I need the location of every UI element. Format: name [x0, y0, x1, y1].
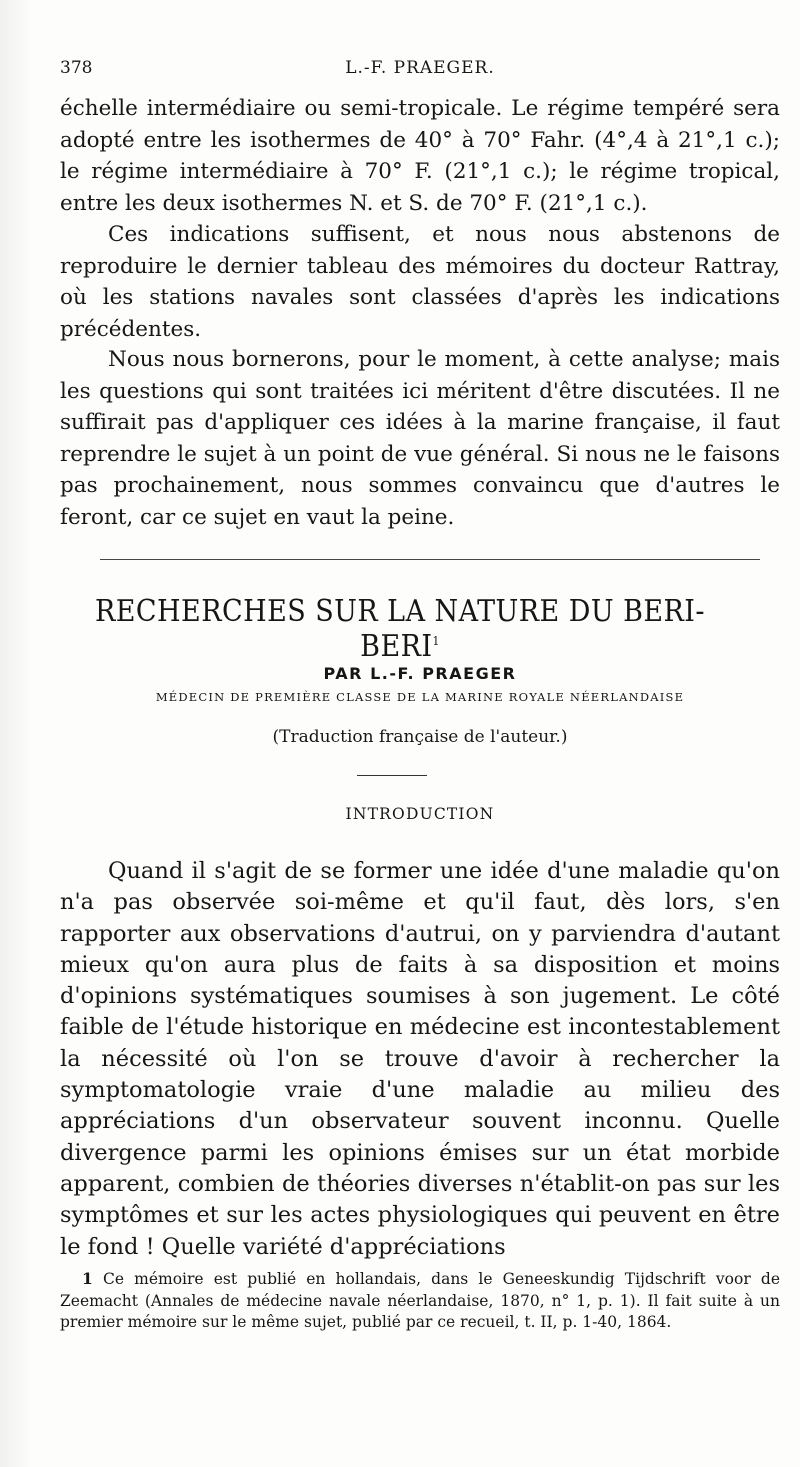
previous-article-paragraph-2: Ces indications suffisent, et nous nous abstenons de reproduire le dernier tableau des mémoires du docteur Rattray, où les stations navales sont classées d'après les indications précédentes.: [60, 222, 780, 342]
title-footnote-mark: 1: [432, 634, 440, 648]
previous-article-paragraph-1: échelle intermédiaire ou semi-tropicale. Le régime tempéré sera adopté entre les isothermes de 40° à 70° Fahr. (4°,4 à 21°,1 c.); le régime intermédiaire à 70° F. (21°,1 c.); le régime tropical, entre les deux isothermes N. et S. de 70° F. (21°,1 c.).: [60, 96, 780, 216]
translation-note: (Traduction française de l'auteur.): [272, 727, 568, 747]
author-affiliation: MÉDECIN DE PREMIÈRE CLASSE DE LA MARINE ROYALE NÉERLANDAISE: [155, 690, 685, 704]
footnote-mark: 1: [82, 1269, 93, 1288]
introduction-paragraph: Quand il s'agit de se former une idée d'une maladie qu'on n'a pas observée soi-même et qu'il faut, dès lors, s'en rapporter aux observations d'autrui, on y parviendra d'autant mieux qu'on aura plus de faits à sa disposition et moins d'opinions systématiques soumises à son jugement. Le côté faible de l'étude historique en médecine est incontestablement la nécessité où l'on se trouve d'avoir à rechercher la symptomatologie vraie d'une maladie au milieu des appréciations d'un observateur souvent inconnu. Quelle divergence parmi les opinions émises sur un état morbide apparent, combien de théories diverses n'établit-on pas sur les symptômes et sur les actes physiologiques qui peuvent en être le fond ! Quelle variété d'appréciations: [60, 858, 780, 1260]
running-title: L.-F. PRAEGER.: [345, 58, 495, 78]
running-head: [60, 58, 780, 86]
article-title: [76, 594, 724, 664]
article-separator: [100, 559, 760, 560]
page-number: 378: [60, 58, 93, 78]
footnote-text: Ce mémoire est publié en hollandais, dans le Geneeskundig Tijdschrift voor de Zeemacht (Annales de médecine navale néerlandaise, 1870, n° 1, p. 1). Il fait suite à un premier mémoire sur le même sujet, publié par ce recueil, t. II, p. 1-40, 1864.: [60, 1270, 780, 1331]
footnote: [60, 1268, 780, 1334]
previous-article-paragraph-3: Nous nous bornerons, pour le moment, à cette analyse; mais les questions qui sont traitées ici méritent d'être discutées. Il ne suffirait pas d'appliquer ces idées à la marine française, il faut reprendre le sujet à un point de vue général. Si nous ne le faisons pas prochainement, nous sommes convaincu que d'autres le feront, car ce sujet en vaut la peine.: [60, 347, 780, 530]
binding-shadow: [0, 0, 32, 1467]
short-rule: [357, 775, 427, 776]
article-title-text: RECHERCHES SUR LA NATURE DU BERI-BERI: [94, 594, 705, 664]
author-line: PAR L.-F. PRAEGER: [323, 664, 517, 683]
section-heading: INTRODUCTION: [345, 805, 495, 823]
